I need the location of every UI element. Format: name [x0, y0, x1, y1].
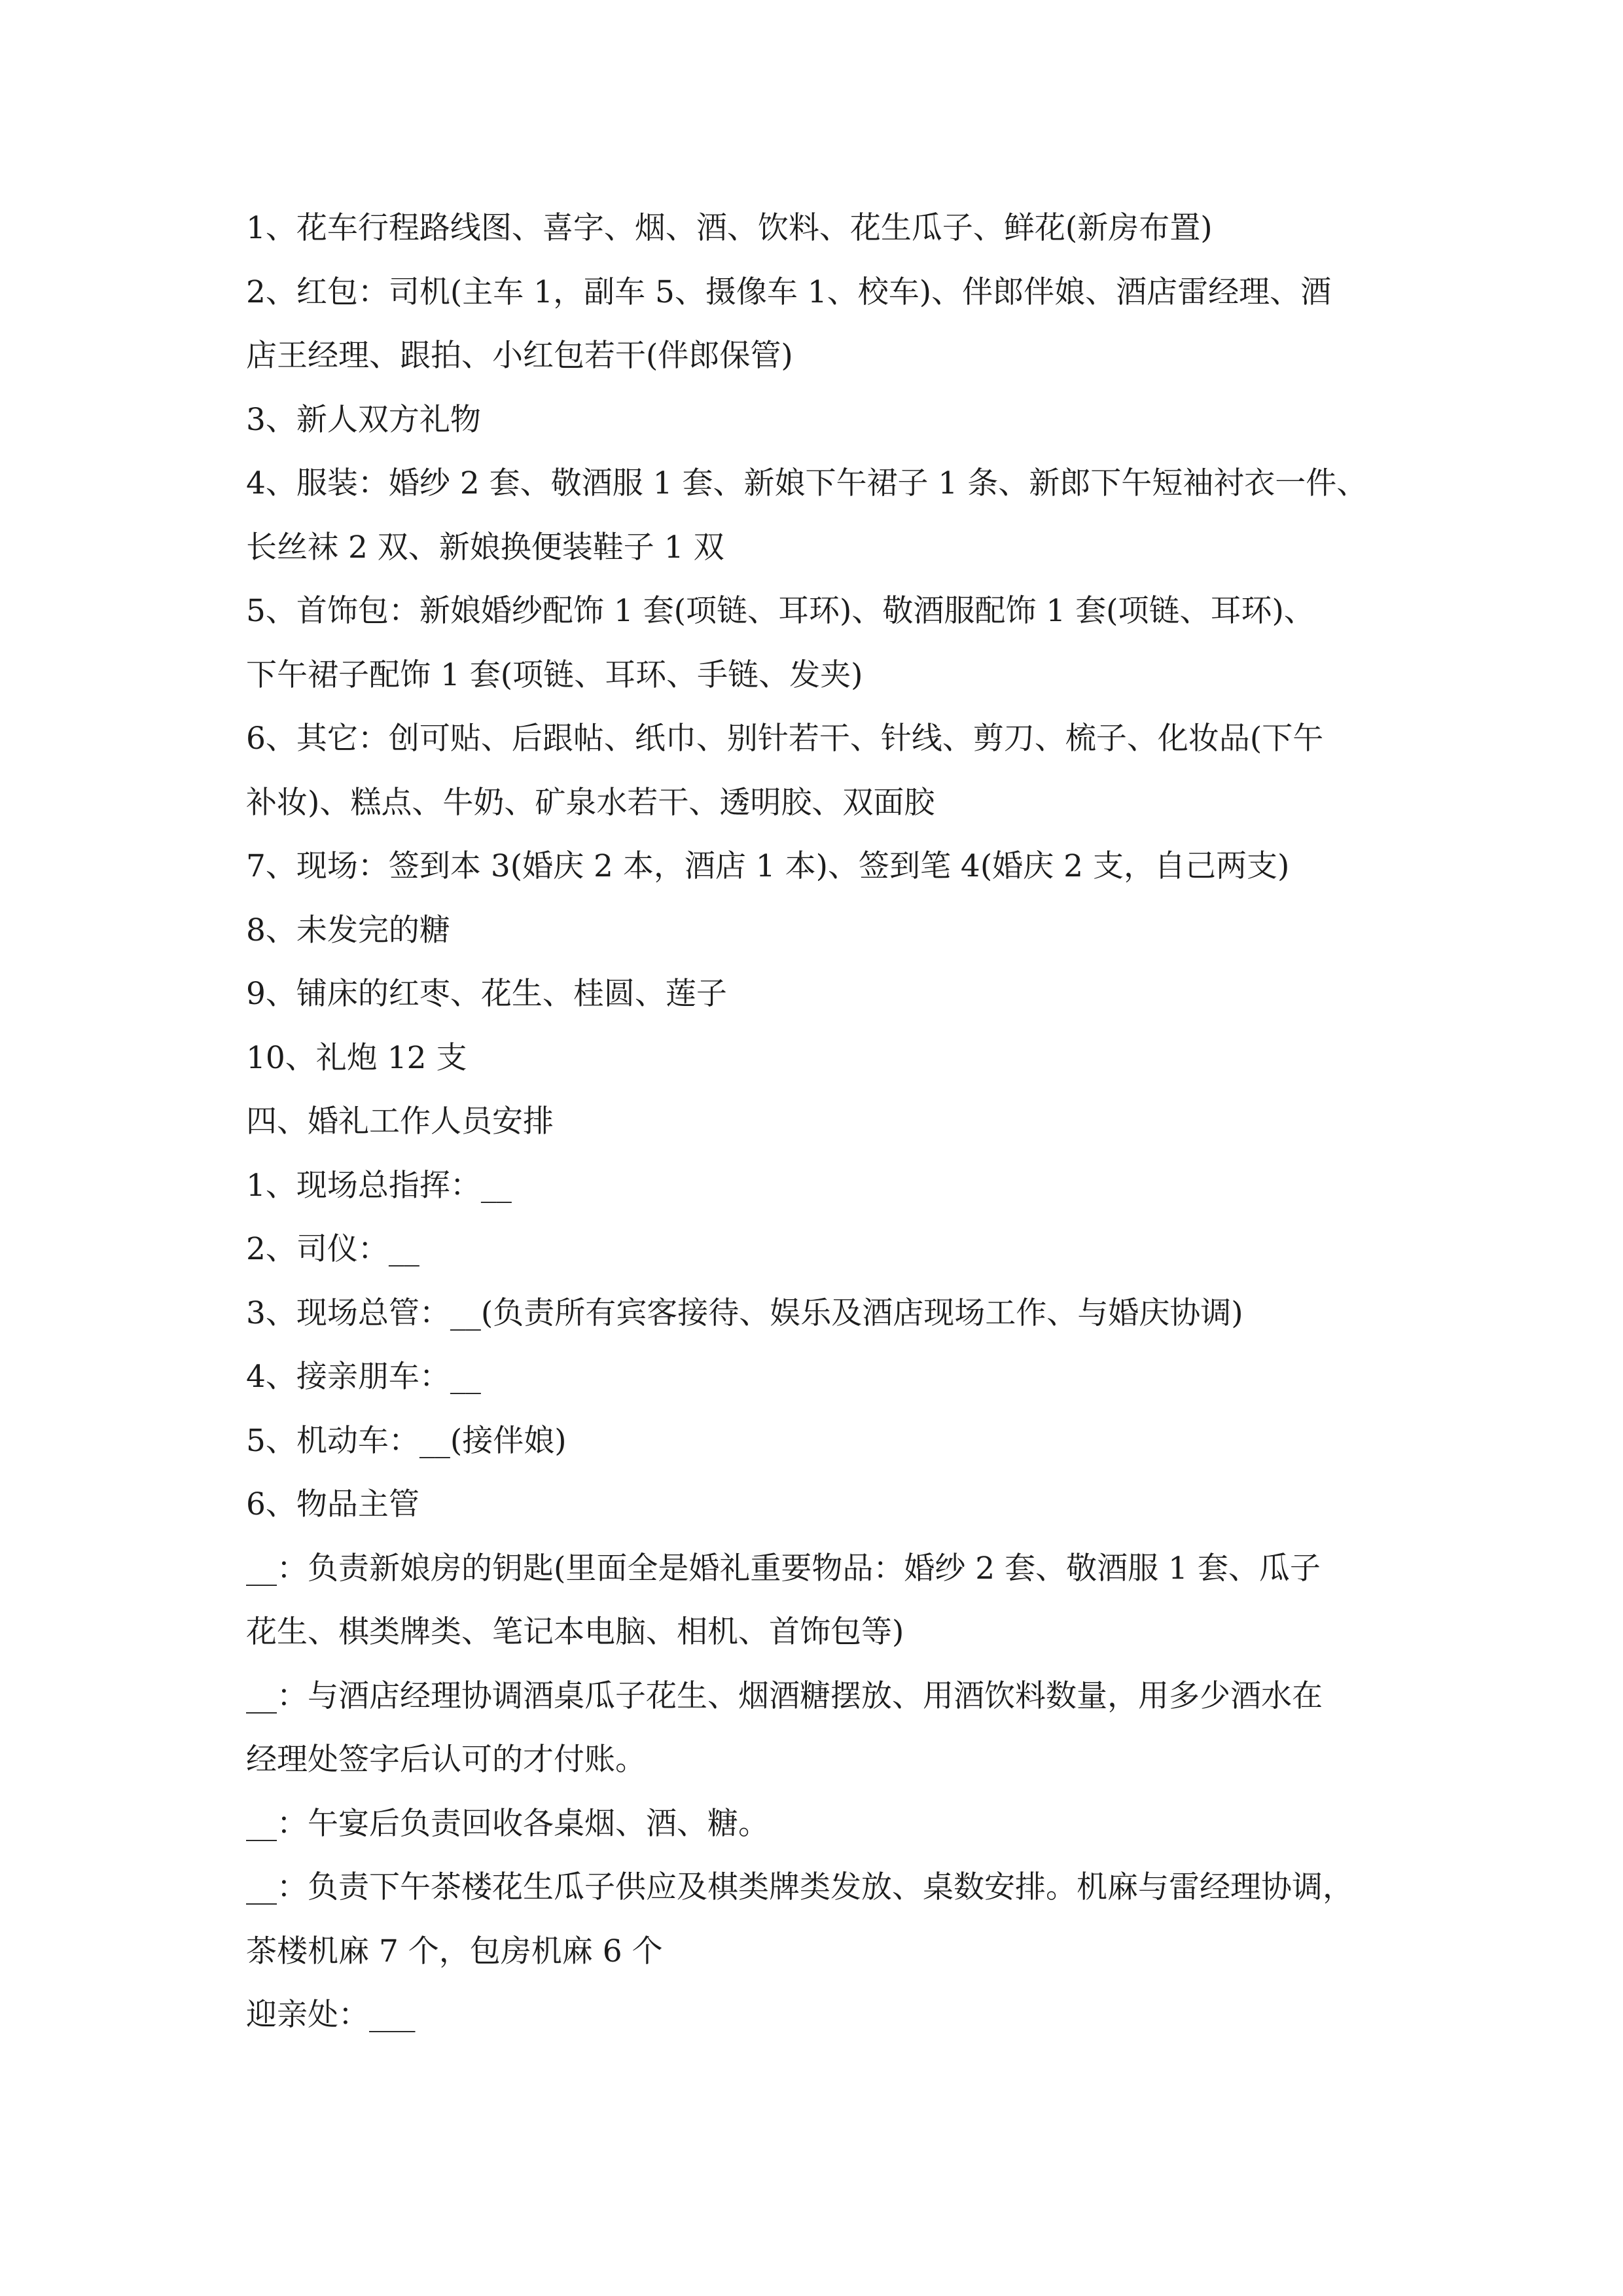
staff-line-2: 2、司仪：__ [246, 1231, 419, 1267]
duty-line-3: __：午宴后负责回收各桌烟、酒、糖。 [246, 1805, 769, 1842]
item-line-6a: 6、其它：创可贴、后跟帖、纸巾、别针若干、针线、剪刀、梳子、化妆品(下午 [246, 721, 1324, 757]
item-line-5a: 5、首饰包：新娘婚纱配饰 1 套(项链、耳环)、敬酒服配饰 1 套(项链、耳环)、 [246, 593, 1315, 629]
duty-line-1a: __：负责新娘房的钥匙(里面全是婚礼重要物品：婚纱 2 套、敬酒服 1 套、瓜子 [246, 1550, 1321, 1587]
section-heading-staff: 四、婚礼工作人员安排 [246, 1103, 554, 1139]
staff-line-6: 6、物品主管 [246, 1486, 419, 1522]
staff-line-3: 3、现场总管：__(负责所有宾客接待、娱乐及酒店现场工作、与婚庆协调) [246, 1295, 1243, 1331]
item-line-7: 7、现场：签到本 3(婚庆 2 本，酒店 1 本)、签到笔 4(婚庆 2 支，自己两支) [246, 848, 1290, 884]
reception-line: 迎亲处：___ [246, 1997, 416, 2033]
duty-line-4b: 茶楼机麻 7 个，包房机麻 6 个 [246, 1933, 663, 1969]
item-line-2b: 店王经理、跟拍、小红包若干(伴郎保管) [246, 338, 793, 374]
document-body [246, 196, 1411, 2047]
duty-line-4a: __：负责下午茶楼花生瓜子供应及棋类牌类发放、桌数安排。机麻与雷经理协调， [246, 1869, 1353, 1905]
item-line-4a: 4、服装：婚纱 2 套、敬酒服 1 套、新娘下午裙子 1 条、新郎下午短袖衬衣一件、 [246, 465, 1368, 501]
staff-line-5: 5、机动车：__(接伴娘) [246, 1422, 567, 1459]
item-line-9: 9、铺床的红枣、花生、桂圆、莲子 [246, 976, 727, 1012]
item-line-1: 1、花车行程路线图、喜字、烟、酒、饮料、花生瓜子、鲜花(新房布置) [246, 210, 1213, 246]
item-line-5b: 下午裙子配饰 1 套(项链、耳环、手链、发夹) [246, 656, 863, 693]
duty-line-2a: __：与酒店经理协调酒桌瓜子花生、烟酒糖摆放、用酒饮料数量，用多少酒水在 [246, 1677, 1323, 1714]
item-line-10: 10、礼炮 12 支 [246, 1039, 467, 1076]
item-line-2a: 2、红包：司机(主车 1，副车 5、摄像车 1、校车)、伴郎伴娘、酒店雷经理、酒 [246, 274, 1332, 310]
duty-line-2b: 经理处签字后认可的才付账。 [246, 1742, 646, 1778]
item-line-4b: 长丝袜 2 双、新娘换便装鞋子 1 双 [246, 529, 724, 565]
item-line-6b: 补妆)、糕点、牛奶、矿泉水若干、透明胶、双面胶 [246, 784, 935, 821]
item-line-8: 8、未发完的糖 [246, 912, 450, 948]
item-line-3: 3、新人双方礼物 [246, 401, 481, 438]
staff-line-1: 1、现场总指挥：__ [246, 1167, 512, 1204]
staff-line-4: 4、接亲朋车：__ [246, 1359, 481, 1395]
duty-line-1b: 花生、棋类牌类、笔记本电脑、相机、首饰包等) [246, 1614, 904, 1650]
